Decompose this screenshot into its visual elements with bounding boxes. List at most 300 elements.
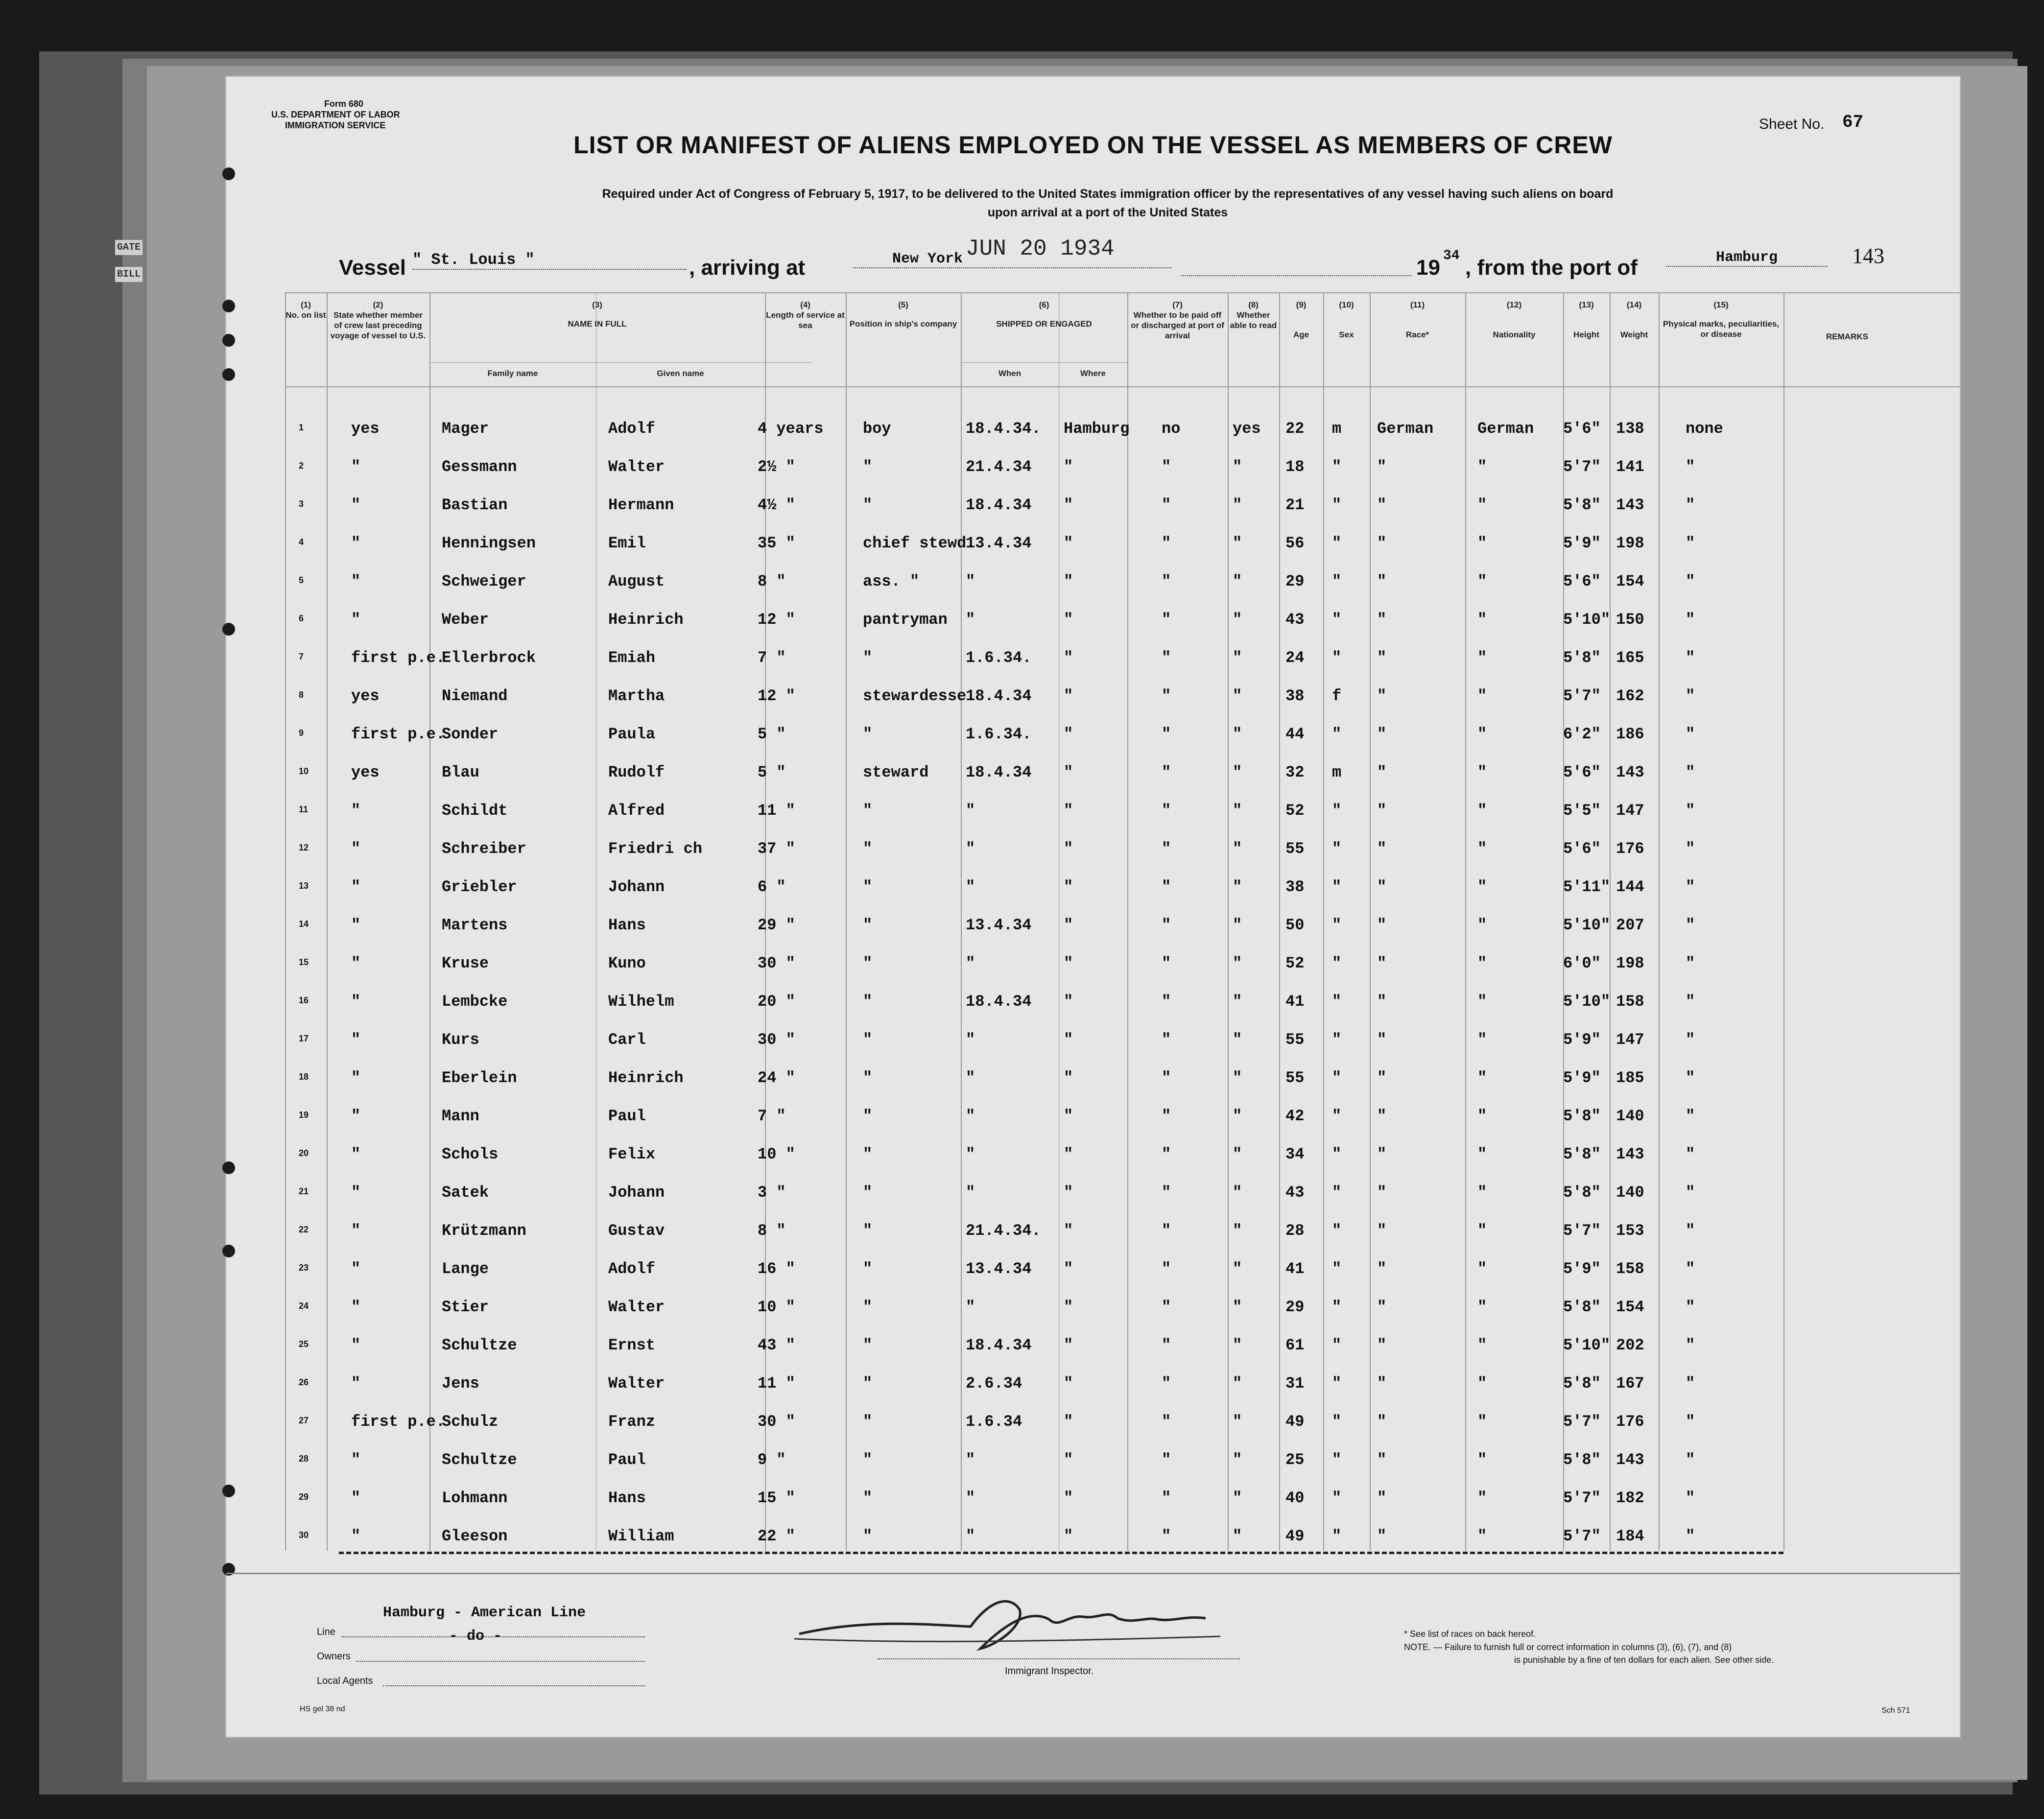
height-cell: 5'9" (1563, 1069, 1601, 1087)
position-cell: " (863, 1069, 873, 1087)
shipped-where-cell: " (1064, 1451, 1073, 1469)
position-cell: " (863, 878, 873, 896)
age-cell: 40 (1285, 1489, 1305, 1507)
service-cell: 3 " (758, 1183, 786, 1202)
weight-cell: 158 (1616, 1260, 1644, 1278)
position-cell: pantryman (863, 611, 948, 629)
age-cell: 29 (1285, 572, 1305, 591)
race-cell: " (1377, 687, 1387, 705)
family-name-cell: Griebler (442, 878, 517, 896)
family-name-cell: Schultze (442, 1451, 517, 1469)
weight-cell: 198 (1616, 534, 1644, 552)
able-to-read-cell: " (1233, 1413, 1242, 1431)
physical-marks-cell: " (1686, 1527, 1695, 1545)
inspector-label: Immigrant Inspector. (1005, 1666, 1094, 1677)
physical-marks-cell: " (1686, 802, 1695, 820)
prev-voyage-cell: " (351, 611, 361, 629)
paid-off-cell: " (1162, 916, 1171, 934)
age-cell: 21 (1285, 496, 1305, 514)
weight-cell: 153 (1616, 1222, 1644, 1240)
shipped-when-cell: " (966, 1489, 975, 1507)
position-cell: " (863, 1336, 873, 1354)
given-name-cell: Rudolf (608, 763, 665, 781)
height-cell: 5'7" (1563, 687, 1601, 705)
prev-voyage-cell: " (351, 1260, 361, 1278)
able-to-read-cell: " (1233, 1336, 1242, 1354)
sheet-no-value: 67 (1842, 112, 1864, 132)
paid-off-cell: " (1162, 1031, 1171, 1049)
age-cell: 43 (1285, 611, 1305, 629)
shipped-where-cell: " (1064, 802, 1073, 820)
height-cell: 5'7" (1563, 1413, 1601, 1431)
given-name-cell: Paul (608, 1451, 646, 1469)
row-number: 9 (299, 728, 304, 738)
prev-voyage-cell: " (351, 802, 361, 820)
race-cell: " (1377, 649, 1387, 667)
shipped-when-cell: 18.4.34 (966, 763, 1032, 781)
arriving-port: New York (853, 251, 1171, 268)
service-cell: 5 " (758, 763, 786, 781)
shipped-where-cell: " (1064, 1145, 1073, 1163)
row-number: 19 (299, 1110, 309, 1120)
physical-marks-cell: " (1686, 534, 1695, 552)
family-name-cell: Lembcke (442, 992, 508, 1011)
age-cell: 18 (1285, 458, 1305, 476)
service-cell: 11 " (758, 802, 795, 820)
physical-marks-cell: " (1686, 572, 1695, 591)
page-number: 143 (1852, 244, 1884, 268)
prev-voyage-cell: " (351, 1069, 361, 1087)
shipped-where-cell: " (1064, 1260, 1073, 1278)
weight-cell: 162 (1616, 687, 1644, 705)
given-name-cell: Adolf (608, 420, 656, 438)
physical-marks-cell: " (1686, 1222, 1695, 1240)
nationality-cell: " (1477, 1451, 1487, 1469)
row-number: 1 (299, 423, 304, 432)
family-name-cell: Bastian (442, 496, 508, 514)
given-name-cell: Friedri ch (608, 840, 703, 858)
sex-cell: " (1332, 1374, 1342, 1393)
race-cell: " (1377, 458, 1387, 476)
service-cell: 24 " (758, 1069, 795, 1087)
position-cell: " (863, 649, 873, 667)
position-cell: " (863, 1260, 873, 1278)
prev-voyage-cell: " (351, 840, 361, 858)
manifest-sheet (225, 76, 1961, 1738)
note-line-1: NOTE. — Failure to furnish full or correct information in columns (3), (6), (7), and (8) (1404, 1642, 1732, 1652)
side-tab: GATE (115, 240, 143, 255)
prev-voyage-cell: " (351, 1336, 361, 1354)
inspector-underline (878, 1658, 1240, 1659)
shipped-where-cell: " (1064, 496, 1073, 514)
paid-off-cell: " (1162, 496, 1171, 514)
col-head-position: (5) Position in ship's company (849, 300, 957, 329)
weight-cell: 143 (1616, 1145, 1644, 1163)
shipped-when-cell: " (966, 840, 975, 858)
nationality-cell: " (1477, 1527, 1487, 1545)
col-head-where: Where (1080, 369, 1106, 378)
race-cell: " (1377, 763, 1387, 781)
prev-voyage-cell: " (351, 1527, 361, 1545)
shipped-when-cell: " (966, 611, 975, 629)
col-rule (1465, 292, 1466, 1551)
sex-cell: " (1332, 534, 1342, 552)
row-number: 7 (299, 652, 304, 661)
race-cell: " (1377, 1374, 1387, 1393)
end-of-list-rule (339, 1552, 1783, 1554)
weight-cell: 185 (1616, 1069, 1644, 1087)
position-cell: chief stewd. (863, 534, 976, 552)
sex-cell: " (1332, 1107, 1342, 1125)
able-to-read-cell: " (1233, 840, 1242, 858)
family-name-cell: Martens (442, 916, 508, 934)
race-cell: " (1377, 1107, 1387, 1125)
service-cell: 29 " (758, 916, 795, 934)
weight-cell: 143 (1616, 1451, 1644, 1469)
shipped-when-cell: " (966, 1107, 975, 1125)
page-title: LIST OR MANIFEST OF ALIENS EMPLOYED ON THE VESSEL AS MEMBERS OF CREW (573, 131, 1613, 159)
height-cell: 5'8" (1563, 1451, 1601, 1469)
shipped-where-cell: " (1064, 840, 1073, 858)
given-name-cell: Felix (608, 1145, 656, 1163)
nationality-cell: " (1477, 763, 1487, 781)
age-cell: 49 (1285, 1413, 1305, 1431)
binder-hole (222, 167, 235, 180)
position-cell: " (863, 1489, 873, 1507)
service-cell: 10 " (758, 1145, 795, 1163)
nationality-cell: " (1477, 1374, 1487, 1393)
physical-marks-cell: " (1686, 992, 1695, 1011)
physical-marks-cell: " (1686, 840, 1695, 858)
shipped-where-cell: " (1064, 1413, 1073, 1431)
shipped-when-cell: " (966, 1527, 975, 1545)
shipped-when-cell: " (966, 572, 975, 591)
sex-cell: " (1332, 954, 1342, 972)
able-to-read-cell: " (1233, 572, 1242, 591)
given-name-cell: Carl (608, 1031, 646, 1049)
from-port-label: , from the port of (1465, 256, 1638, 280)
service-cell: 5 " (758, 725, 786, 743)
position-cell: " (863, 802, 873, 820)
family-name-cell: Satek (442, 1183, 489, 1202)
col-head-given-name: Given name (657, 369, 704, 378)
sex-cell: " (1332, 802, 1342, 820)
able-to-read-cell: " (1233, 1527, 1242, 1545)
family-name-cell: Niemand (442, 687, 508, 705)
shipped-sub-rule (961, 362, 1127, 363)
shipped-where-cell: " (1064, 954, 1073, 972)
side-tab: BILL (115, 267, 143, 282)
family-name-cell: Mager (442, 420, 489, 438)
able-to-read-cell: " (1233, 1298, 1242, 1316)
paid-off-cell: " (1162, 534, 1171, 552)
nationality-cell: " (1477, 1031, 1487, 1049)
shipped-where-cell: " (1064, 687, 1073, 705)
position-cell: " (863, 458, 873, 476)
service-cell: 20 " (758, 992, 795, 1011)
given-name-cell: Alfred (608, 802, 665, 820)
prev-voyage-cell: " (351, 1451, 361, 1469)
row-number: 3 (299, 499, 304, 509)
age-cell: 55 (1285, 840, 1305, 858)
header-bottom-rule (285, 386, 1960, 387)
height-cell: 5'9" (1563, 1260, 1601, 1278)
paid-off-cell: " (1162, 1183, 1171, 1202)
form-number: Form 680 (324, 99, 364, 109)
footer-rule (226, 1573, 1960, 1574)
sex-cell: " (1332, 1222, 1342, 1240)
row-number: 18 (299, 1072, 309, 1082)
physical-marks-cell: " (1686, 1451, 1695, 1469)
physical-marks-cell: " (1686, 1183, 1695, 1202)
height-cell: 5'7" (1563, 1222, 1601, 1240)
nationality-cell: " (1477, 1298, 1487, 1316)
weight-cell: 143 (1616, 496, 1644, 514)
shipped-where-cell: " (1064, 1336, 1073, 1354)
race-cell: " (1377, 611, 1387, 629)
family-name-cell: Kruse (442, 954, 489, 972)
physical-marks-cell: " (1686, 1336, 1695, 1354)
paid-off-cell: " (1162, 1298, 1171, 1316)
position-cell: boy (863, 420, 891, 438)
paid-off-cell: " (1162, 1222, 1171, 1240)
family-name-cell: Schreiber (442, 840, 526, 858)
race-cell: " (1377, 1222, 1387, 1240)
col-rule (961, 292, 962, 1551)
paid-off-cell: " (1162, 1527, 1171, 1545)
shipped-where-cell: " (1064, 725, 1073, 743)
name-sub-rule (429, 362, 811, 363)
given-name-cell: Paul (608, 1107, 646, 1125)
prev-voyage-cell: " (351, 1145, 361, 1163)
paid-off-cell: " (1162, 649, 1171, 667)
position-cell: " (863, 916, 873, 934)
physical-marks-cell: " (1686, 1489, 1695, 1507)
nationality-cell: " (1477, 611, 1487, 629)
age-cell: 38 (1285, 687, 1305, 705)
age-cell: 55 (1285, 1069, 1305, 1087)
owners-label: Owners (317, 1651, 351, 1662)
subtitle: Required under Act of Congress of February 5, 1917, to be delivered to the United States immigration officer by the representatives of any vessel having such aliens on board upon arrival at a port of the United States (602, 187, 1614, 219)
given-name-cell: August (608, 572, 665, 591)
shipped-where-cell: " (1064, 649, 1073, 667)
service-cell: 35 " (758, 534, 795, 552)
age-cell: 49 (1285, 1527, 1305, 1545)
shipped-when-cell: 1.6.34. (966, 725, 1032, 743)
able-to-read-cell: " (1233, 1374, 1242, 1393)
family-name-cell: Ellerbrock (442, 649, 536, 667)
paid-off-cell: " (1162, 725, 1171, 743)
binder-hole (222, 623, 235, 636)
service-cell: 2½ " (758, 458, 795, 476)
race-cell: " (1377, 1145, 1387, 1163)
given-name-cell: Johann (608, 878, 665, 896)
shipped-when-cell: " (966, 1031, 975, 1049)
prev-voyage-cell: first p.e. (351, 725, 446, 743)
paid-off-cell: " (1162, 687, 1171, 705)
service-cell: 11 " (758, 1374, 795, 1393)
sex-cell: " (1332, 496, 1342, 514)
col-rule (846, 292, 847, 1551)
sex-cell: " (1332, 1145, 1342, 1163)
family-name-cell: Sonder (442, 725, 499, 743)
prev-voyage-cell: " (351, 458, 361, 476)
physical-marks-cell: " (1686, 1145, 1695, 1163)
service-cell: 12 " (758, 611, 795, 629)
age-cell: 50 (1285, 916, 1305, 934)
physical-marks-cell: " (1686, 1374, 1695, 1393)
given-name-cell: Emiah (608, 649, 656, 667)
weight-cell: 140 (1616, 1107, 1644, 1125)
given-name-cell: Emil (608, 534, 646, 552)
height-cell: 5'8" (1563, 1183, 1601, 1202)
age-cell: 34 (1285, 1145, 1305, 1163)
shipped-where-cell: " (1064, 763, 1073, 781)
age-cell: 29 (1285, 1298, 1305, 1316)
shipped-when-cell: " (966, 1183, 975, 1202)
service-cell: 12 " (758, 687, 795, 705)
paid-off-cell: " (1162, 802, 1171, 820)
given-name-cell: Heinrich (608, 611, 684, 629)
shipped-where-cell: " (1064, 992, 1073, 1011)
nationality-cell: " (1477, 1069, 1487, 1087)
weight-cell: 158 (1616, 992, 1644, 1011)
given-name-cell: Heinrich (608, 1069, 684, 1087)
given-name-cell: Walter (608, 1298, 665, 1316)
weight-cell: 184 (1616, 1527, 1644, 1545)
height-cell: 5'9" (1563, 1031, 1601, 1049)
prev-voyage-cell: first p.e. (351, 649, 446, 667)
shipped-where-cell: " (1064, 1107, 1073, 1125)
owners-value: - do - (449, 1628, 502, 1645)
sex-cell: " (1332, 1451, 1342, 1469)
race-cell: " (1377, 1260, 1387, 1278)
family-name-cell: Gessmann (442, 458, 517, 476)
height-cell: 5'10" (1563, 916, 1611, 934)
race-cell: German (1377, 420, 1434, 438)
nationality-cell: " (1477, 802, 1487, 820)
nationality-cell: " (1477, 458, 1487, 476)
family-name-cell: Lange (442, 1260, 489, 1278)
paid-off-cell: " (1162, 992, 1171, 1011)
position-cell: " (863, 1145, 873, 1163)
prev-voyage-cell: " (351, 1489, 361, 1507)
weight-cell: 198 (1616, 954, 1644, 972)
shipped-when-cell: 13.4.34 (966, 1260, 1032, 1278)
age-cell: 52 (1285, 954, 1305, 972)
print-code: HS gel 38 nd (300, 1705, 345, 1713)
prev-voyage-cell: " (351, 1298, 361, 1316)
position-cell: " (863, 1451, 873, 1469)
nationality-cell: " (1477, 878, 1487, 896)
race-cell: " (1377, 1336, 1387, 1354)
shipped-where-cell: " (1064, 458, 1073, 476)
nationality-cell: " (1477, 1336, 1487, 1354)
vessel-name: " St. Louis " (412, 251, 687, 270)
paid-off-cell: " (1162, 1336, 1171, 1354)
physical-marks-cell: " (1686, 1260, 1695, 1278)
col-head-height: (13) Height (1573, 300, 1599, 339)
col-rule (1659, 292, 1660, 1551)
col-head-shipped: (6) SHIPPED OR ENGAGED (996, 300, 1092, 329)
weight-cell: 147 (1616, 1031, 1644, 1049)
paid-off-cell: " (1162, 1451, 1171, 1469)
shipped-where-cell: " (1064, 1183, 1073, 1202)
shipped-when-cell: " (966, 1298, 975, 1316)
paid-off-cell: " (1162, 1260, 1171, 1278)
weight-cell: 143 (1616, 763, 1644, 781)
family-name-cell: Schulz (442, 1413, 499, 1431)
col-rule (285, 292, 286, 1551)
given-name-cell: Walter (608, 1374, 665, 1393)
row-number: 11 (299, 804, 309, 814)
given-name-cell: William (608, 1527, 674, 1545)
row-number: 26 (299, 1377, 309, 1387)
race-cell: " (1377, 496, 1387, 514)
age-cell: 44 (1285, 725, 1305, 743)
family-name-cell: Schols (442, 1145, 499, 1163)
race-cell: " (1377, 840, 1387, 858)
family-name-cell: Lohmann (442, 1489, 508, 1507)
line-value: Hamburg - American Line (383, 1605, 586, 1621)
col-head-service: (4) Length of service at sea (766, 300, 845, 330)
age-cell: 38 (1285, 878, 1305, 896)
paid-off-cell: " (1162, 1069, 1171, 1087)
weight-cell: 154 (1616, 572, 1644, 591)
weight-cell: 202 (1616, 1336, 1644, 1354)
service-cell: 30 " (758, 954, 795, 972)
position-cell: ass. " (863, 572, 920, 591)
physical-marks-cell: " (1686, 458, 1695, 476)
department-label: U.S. DEPARTMENT OF LABOR (271, 110, 400, 119)
height-cell: 5'8" (1563, 1298, 1601, 1316)
sex-cell: " (1332, 1298, 1342, 1316)
paid-off-cell: " (1162, 763, 1171, 781)
shipped-when-cell: " (966, 1451, 975, 1469)
shipped-when-cell: 21.4.34 (966, 458, 1032, 476)
height-cell: 5'8" (1563, 1374, 1601, 1393)
prev-voyage-cell: " (351, 992, 361, 1011)
nationality-cell: " (1477, 687, 1487, 705)
able-to-read-cell: " (1233, 725, 1242, 743)
col-head-age: (9) Age (1293, 300, 1309, 339)
service-cell: 10 " (758, 1298, 795, 1316)
position-cell: " (863, 1374, 873, 1393)
race-cell: " (1377, 572, 1387, 591)
able-to-read-cell: " (1233, 802, 1242, 820)
shipped-where-cell: " (1064, 1031, 1073, 1049)
able-to-read-cell: " (1233, 954, 1242, 972)
shipped-when-cell: 13.4.34 (966, 534, 1032, 552)
sex-cell: " (1332, 1260, 1342, 1278)
paid-off-cell: " (1162, 1413, 1171, 1431)
prev-voyage-cell: " (351, 1031, 361, 1049)
physical-marks-cell: " (1686, 916, 1695, 934)
sheet-no-label: Sheet No. (1759, 116, 1825, 132)
physical-marks-cell: " (1686, 954, 1695, 972)
weight-cell: 165 (1616, 649, 1644, 667)
sex-cell: " (1332, 1413, 1342, 1431)
height-cell: 5'7" (1563, 1527, 1601, 1545)
family-name-cell: Schildt (442, 802, 508, 820)
shipped-where-cell: " (1064, 878, 1073, 896)
shipped-when-cell: " (966, 1069, 975, 1087)
weight-cell: 154 (1616, 1298, 1644, 1316)
sex-cell: " (1332, 725, 1342, 743)
service-cell: 8 " (758, 572, 786, 591)
shipped-when-cell: 18.4.34 (966, 496, 1032, 514)
age-cell: 28 (1285, 1222, 1305, 1240)
